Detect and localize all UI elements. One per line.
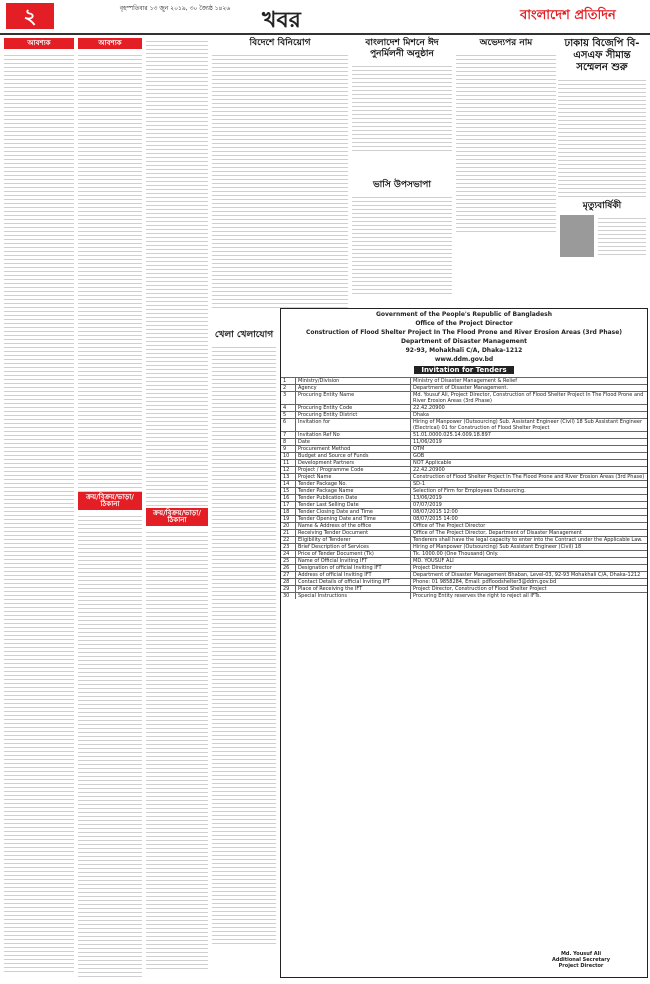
tender-row <box>281 557 647 564</box>
row-label: Procuring Entity District <box>296 412 411 418</box>
row-number: 2 <box>281 385 296 391</box>
row-label: Designation of official Inviting IFT <box>296 565 411 571</box>
row-label: Address of official Inviting IFT <box>296 572 411 578</box>
tender-row <box>281 445 647 452</box>
tender-row <box>281 536 647 543</box>
row-value: Department of Disaster Management Bhaban, Level-03, 92-93 Mohakhali C/A, Dhaka-1212 <box>413 572 641 578</box>
tender-row <box>281 578 647 585</box>
row-label: Tender Package Name <box>296 488 411 494</box>
headline-obituary: মৃত্যুবার্ষিকী <box>582 201 622 211</box>
row-label: Special Instructions <box>296 593 411 599</box>
news-sports <box>212 330 276 944</box>
article-body <box>352 194 452 294</box>
tender-row <box>281 418 647 431</box>
row-number: 6 <box>281 419 296 431</box>
web-line: www.ddm.gov.bd <box>434 356 494 363</box>
row-label: Tender Package No. <box>296 481 411 487</box>
row-value: 11/06/2019 <box>413 439 442 445</box>
row-value: Office of The Project Director, Department of Disaster Management <box>413 530 582 536</box>
row-value: Project Director <box>413 565 452 571</box>
tender-row <box>281 564 647 571</box>
row-label: Tender Closing Date and Time <box>296 509 411 515</box>
row-number: 28 <box>281 579 296 585</box>
row-number: 4 <box>281 405 296 411</box>
row-label: Agency <box>296 385 411 391</box>
row-label: Date <box>296 439 411 445</box>
row-value: Project Director, Construction of Flood Shelter Project <box>413 586 547 592</box>
row-value: Tenderers shall have the legal capacity to enter into the Contract under the Applicable Law. <box>413 537 643 543</box>
row-label: Procuring Entity Name <box>296 392 411 404</box>
article-body <box>212 344 276 944</box>
tender-row <box>281 494 647 501</box>
row-value: MD. YOUSUF ALI <box>413 558 454 564</box>
row-number: 15 <box>281 488 296 494</box>
news-repatriation <box>352 38 452 153</box>
classified-column-3 <box>146 38 208 982</box>
obituary-text <box>598 215 646 257</box>
row-value: Department of Disaster Management. <box>413 385 508 391</box>
classified-head-2: আবশ্যক <box>78 38 142 49</box>
row-value: 13/06/2019 <box>413 495 442 501</box>
row-value: Tk. 1000.00 (One Thousand) Only. <box>413 551 499 557</box>
tender-row <box>281 585 647 592</box>
row-label: Invitation Ref No <box>296 432 411 438</box>
row-value: Office of The Project Director <box>413 523 486 529</box>
row-value: OTM <box>413 446 425 452</box>
headline-court: ভাসি উপসভাপা <box>372 180 432 190</box>
address-line: 92-93, Mohakhali C/A, Dhaka-1212 <box>405 347 523 354</box>
tender-row <box>281 571 647 578</box>
article-body <box>456 52 556 232</box>
page-number: ২ <box>6 3 54 29</box>
row-value: Selection of Firm for Employees Outsourcing. <box>413 488 526 494</box>
classified-body <box>4 52 74 972</box>
row-label: Eligibility of Tenderer <box>296 537 411 543</box>
row-number: 29 <box>281 586 296 592</box>
row-number: 26 <box>281 565 296 571</box>
tender-row <box>281 404 647 411</box>
row-value: Phone: 01 9858284, Email: pdfloodshelter3@ddm.gov.bd <box>413 579 557 585</box>
news-other <box>456 38 556 232</box>
signature-name: Md. Yousuf Ali <box>560 951 602 957</box>
tender-row <box>281 529 647 536</box>
row-value: GOB <box>413 453 425 459</box>
row-number: 10 <box>281 453 296 459</box>
row-value: Ministry of Disaster Management & Relief <box>413 378 517 384</box>
row-label: Project Name <box>296 474 411 480</box>
sport-head: ক্রয়/বিক্রয়/ভাড়া/ঠিকানা <box>146 508 208 526</box>
row-label: Project / Programme Code <box>296 467 411 473</box>
row-number: 19 <box>281 516 296 522</box>
tender-row <box>281 384 647 391</box>
gov-line: Government of the People's Republic of Bangladesh <box>375 311 553 318</box>
tender-row <box>281 480 647 487</box>
tender-title: Invitation for Tenders <box>414 366 514 374</box>
tender-row <box>281 501 647 508</box>
tender-row <box>281 438 647 445</box>
tender-row <box>281 543 647 550</box>
row-number: 23 <box>281 544 296 550</box>
signature <box>521 951 641 969</box>
tender-row <box>281 431 647 438</box>
project-line: Construction of Flood Shelter Project In The Flood Prone and River Erosion Areas (3rd Phase) <box>305 329 623 336</box>
sport-body <box>146 529 208 969</box>
tender-row <box>281 592 647 599</box>
tender-row <box>281 550 647 557</box>
row-number: 3 <box>281 392 296 404</box>
row-label: Procuring Entity Code <box>296 405 411 411</box>
news-court <box>352 180 452 294</box>
tender-row <box>281 508 647 515</box>
tender-row <box>281 391 647 404</box>
article-body <box>212 52 348 310</box>
row-value: 07/07/2019 <box>413 502 442 508</box>
row-number: 16 <box>281 495 296 501</box>
row-value: 08/07/2015 14:00 <box>413 516 458 522</box>
classified-column-1 <box>4 38 74 982</box>
row-number: 21 <box>281 530 296 536</box>
row-label: Name & Address of the office <box>296 523 411 529</box>
row-label: Receiving Tender Document <box>296 530 411 536</box>
row-value: Md. Yousuf Ali, Project Director, Construction of Flood Shelter Project In The Flood Prone and River Erosion Areas (3rd Phase) <box>413 392 644 404</box>
classified-column-2 <box>78 38 142 982</box>
row-label: Tender Publication Date <box>296 495 411 501</box>
row-value: Procuring Entity reserves the right to reject all IFTs. <box>413 593 542 599</box>
row-number: 24 <box>281 551 296 557</box>
row-number: 30 <box>281 593 296 599</box>
tender-row <box>281 487 647 494</box>
row-label: Contact Details of official Inviting IFT <box>296 579 411 585</box>
tender-row <box>281 452 647 459</box>
row-value: 22.42.20900 <box>413 405 445 411</box>
obituary-photo <box>560 215 594 257</box>
headline-sports: খেলা খেলাযোগ <box>214 330 274 340</box>
row-value: 22.42.20900 <box>413 467 445 473</box>
row-label: Tender Opening Date and Time <box>296 516 411 522</box>
headline-other: অভেদ্যপর নাম <box>479 38 533 48</box>
masthead <box>0 0 650 35</box>
row-number: 25 <box>281 558 296 564</box>
row-label: Name of Official Inviting IFT <box>296 558 411 564</box>
signature-title: Additional Secretary <box>552 957 610 963</box>
row-number: 13 <box>281 474 296 480</box>
row-value: Hiring of Manpower (Outsourcing) Sub. Assistant Engineer (Civil) 18 Sub Assistant Engineer (Electrical) 01 for Construction of Flood Shelter Project <box>413 419 643 431</box>
news-ministry <box>212 38 348 310</box>
row-number: 27 <box>281 572 296 578</box>
dept-line: Department of Disaster Management <box>401 338 527 345</box>
row-value: Construction of Flood Shelter Project In The Flood Prone and River Erosion Areas (3rd Phase) <box>413 474 645 480</box>
rent-head: ক্রয়/বিক্রয়/ভাড়া/ঠিকানা <box>78 492 142 510</box>
row-value: 08/07/2015 12:00 <box>413 509 458 515</box>
office-line: Office of the Project Director <box>415 320 513 327</box>
row-number: 18 <box>281 509 296 515</box>
row-number: 8 <box>281 439 296 445</box>
classified-body-2 <box>78 52 142 492</box>
row-number: 7 <box>281 432 296 438</box>
tender-row <box>281 459 647 466</box>
article-body <box>352 63 452 153</box>
row-label: Invitation for <box>296 419 411 431</box>
tender-row <box>281 411 647 418</box>
row-value: Hiring of Manpower (Outsourcing) Sub Assistant Engineer (Civil) 18 <box>413 544 582 550</box>
row-label: Brief Description of Services <box>296 544 411 550</box>
headline-dhaka: ঢাকায় বিজেপি বি-এসএফ সীমান্ত সম্মেলন শুরু <box>564 38 640 73</box>
tender-row <box>281 466 647 473</box>
tender-notice <box>280 308 648 978</box>
row-label: Ministry/Division <box>296 378 411 384</box>
news-dhaka <box>558 38 646 257</box>
brand-logo: বাংলাদেশ প্রতিদিন <box>520 8 616 23</box>
row-number: 9 <box>281 446 296 452</box>
row-label: Place of Receiving the IFT <box>296 586 411 592</box>
row-value: Dhaka <box>413 412 429 418</box>
row-number: 17 <box>281 502 296 508</box>
row-number: 22 <box>281 537 296 543</box>
tender-row <box>281 473 647 480</box>
row-number: 20 <box>281 523 296 529</box>
tender-row <box>281 522 647 529</box>
row-label: Budget and Source of Funds <box>296 453 411 459</box>
row-number: 11 <box>281 460 296 466</box>
tender-table <box>281 377 647 599</box>
signature-role: Project Director <box>558 963 604 969</box>
tender-row <box>281 515 647 522</box>
headline-ministry: বিদেশে বিনিয়োগ <box>249 38 311 48</box>
row-number: 5 <box>281 412 296 418</box>
section-title: খবর <box>262 7 301 33</box>
rent-body <box>78 513 142 979</box>
row-value: 51.01.0000.025.14.009.18.897 <box>413 432 491 438</box>
row-label: Procurement Method <box>296 446 411 452</box>
row-label: Tender Last Selling Date <box>296 502 411 508</box>
row-number: 1 <box>281 378 296 384</box>
headline-repatriation: বাংলাদেশ মিশনে ঈদ পুনর্মিলনী অনুষ্ঠান <box>365 38 439 59</box>
date-line: বৃহস্পতিবার ১৩ জুন ২০১৯, ৩০ জ্যৈষ্ঠ ১৪২৬ <box>119 5 231 12</box>
row-value: NOT Applicable <box>413 460 452 466</box>
article-body <box>558 77 646 197</box>
tender-row <box>281 377 647 384</box>
classified-head: আবশ্যক <box>4 38 74 49</box>
classified-body-3 <box>146 38 208 508</box>
row-value: SD-1 <box>413 481 426 487</box>
row-label: Development Partners <box>296 460 411 466</box>
row-number: 12 <box>281 467 296 473</box>
row-label: Price of Tender Document (Tk) <box>296 551 411 557</box>
row-number: 14 <box>281 481 296 487</box>
